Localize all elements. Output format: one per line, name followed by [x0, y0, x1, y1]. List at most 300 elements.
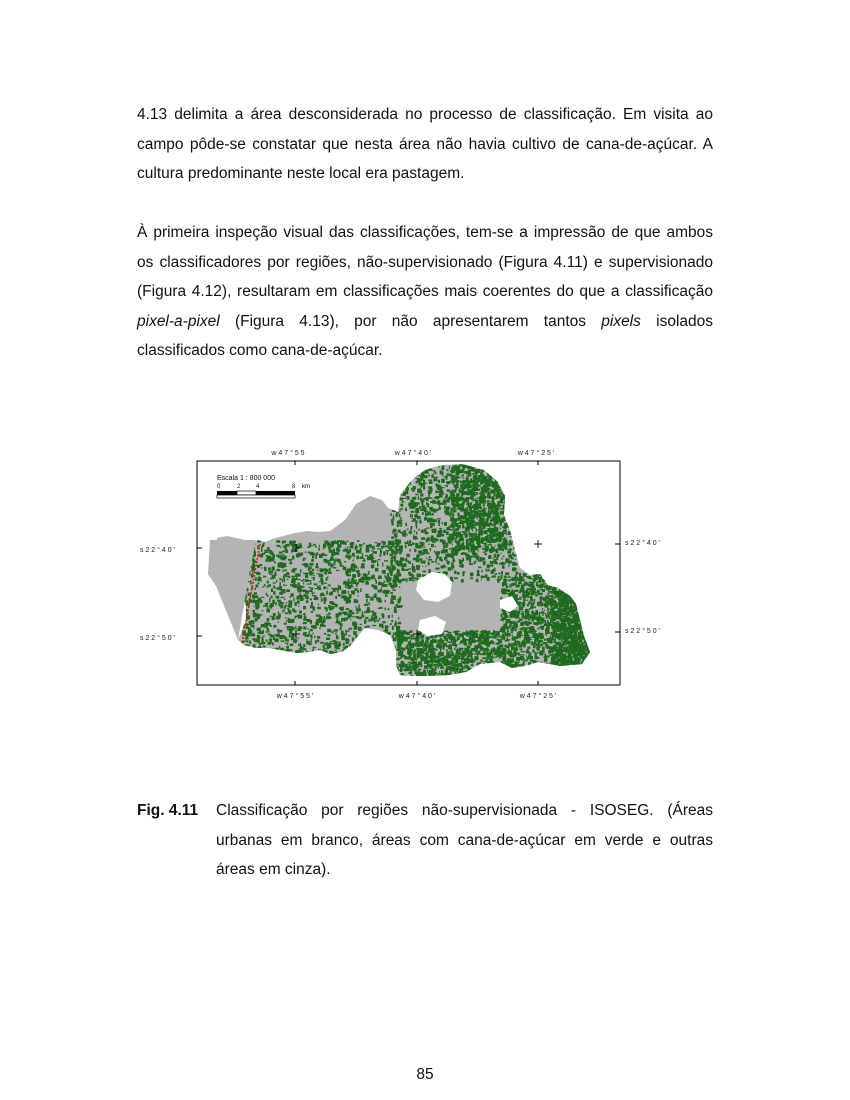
sugarcane-patch — [559, 633, 562, 636]
sugarcane-patch — [274, 574, 277, 576]
sugarcane-patch — [327, 634, 330, 636]
sugarcane-patch — [425, 533, 428, 534]
sugarcane-patch — [410, 531, 411, 535]
sugarcane-patch — [529, 608, 530, 610]
sugarcane-patch — [272, 616, 275, 620]
sugarcane-patch — [479, 493, 482, 494]
sugarcane-patch — [398, 617, 399, 620]
sugarcane-patch — [482, 548, 485, 550]
sugarcane-patch — [363, 543, 365, 545]
sugarcane-patch — [542, 612, 543, 616]
sugarcane-patch — [487, 534, 488, 537]
sugarcane-patch — [534, 612, 538, 615]
sugarcane-patch — [522, 627, 526, 628]
sugarcane-patch — [364, 611, 368, 613]
sugarcane-patch — [492, 496, 494, 498]
sugarcane-patch — [385, 575, 386, 578]
sugarcane-patch — [526, 641, 530, 643]
sugarcane-patch — [410, 514, 411, 516]
sugarcane-patch — [431, 544, 434, 547]
sugarcane-patch — [462, 477, 465, 478]
sugarcane-patch — [307, 619, 311, 622]
sugarcane-patch — [323, 559, 327, 562]
sugarcane-patch — [349, 594, 352, 598]
sugarcane-patch — [498, 533, 502, 534]
sugarcane-patch — [553, 600, 556, 601]
sugarcane-patch — [310, 582, 311, 585]
sugarcane-patch — [469, 563, 473, 565]
sugarcane-patch — [377, 543, 380, 546]
sugarcane-patch — [508, 644, 512, 646]
sugarcane-patch — [467, 502, 470, 505]
sugarcane-patch — [485, 543, 487, 547]
sugarcane-patch — [512, 637, 515, 639]
sugarcane-patch — [263, 635, 265, 636]
sugarcane-patch — [407, 568, 411, 569]
sugarcane-patch — [519, 619, 520, 622]
sugarcane-patch — [437, 518, 441, 519]
sugarcane-patch — [526, 576, 529, 578]
sugarcane-patch — [538, 575, 539, 578]
sugarcane-patch — [457, 466, 459, 469]
sugarcane-patch — [487, 497, 488, 498]
sugarcane-patch — [395, 550, 396, 554]
sugarcane-patch — [525, 582, 527, 584]
sugarcane-patch — [525, 609, 529, 613]
sugarcane-patch — [289, 634, 291, 637]
sugarcane-patch — [539, 602, 543, 604]
sugarcane-patch — [325, 617, 326, 619]
sugarcane-patch — [255, 588, 257, 590]
sugarcane-patch — [376, 580, 378, 584]
sugarcane-patch — [396, 512, 399, 514]
sugarcane-patch — [253, 598, 255, 600]
sugarcane-patch — [487, 569, 489, 572]
sugarcane-patch — [419, 554, 420, 556]
sugarcane-patch — [539, 651, 543, 654]
sugarcane-patch — [329, 559, 332, 561]
sugarcane-patch — [490, 503, 492, 506]
sugarcane-patch — [397, 623, 401, 624]
sugarcane-patch — [297, 579, 300, 580]
sugarcane-patch — [542, 589, 545, 592]
sugarcane-patch — [271, 571, 273, 574]
sugarcane-patch — [544, 639, 547, 641]
sugarcane-patch — [450, 476, 453, 477]
sugarcane-patch — [267, 618, 270, 622]
sugarcane-patch — [321, 598, 323, 602]
sugarcane-patch — [488, 508, 489, 511]
sugarcane-patch — [391, 519, 394, 522]
sugarcane-patch — [585, 653, 588, 655]
sugarcane-patch — [356, 583, 357, 587]
sugarcane-patch — [431, 519, 434, 522]
sugarcane-patch — [548, 596, 551, 597]
sugarcane-patch — [366, 581, 369, 584]
sugarcane-patch — [495, 573, 497, 575]
sugarcane-patch — [291, 584, 294, 587]
sugarcane-patch — [252, 639, 256, 640]
sugarcane-patch — [526, 627, 528, 629]
sugarcane-patch — [454, 510, 456, 512]
sugarcane-patch — [506, 619, 509, 623]
sugarcane-patch — [276, 540, 280, 543]
sugarcane-patch — [452, 538, 456, 539]
sugarcane-patch — [459, 517, 462, 521]
sugarcane-patch — [545, 657, 546, 661]
sugarcane-patch — [468, 543, 470, 546]
sugarcane-patch — [419, 506, 421, 508]
sugarcane-patch — [385, 625, 389, 628]
sugarcane-patch — [477, 571, 480, 572]
sugarcane-patch — [428, 559, 432, 561]
sugarcane-patch — [310, 620, 312, 624]
sugarcane-patch — [540, 644, 542, 647]
sugarcane-patch — [446, 531, 449, 535]
sugarcane-patch — [454, 577, 458, 579]
sugarcane-patch — [420, 480, 422, 482]
sugarcane-patch — [428, 562, 430, 566]
sugarcane-patch — [268, 567, 271, 570]
sugarcane-patch — [483, 561, 486, 564]
sugarcane-patch — [527, 589, 531, 590]
sugarcane-patch — [480, 557, 482, 560]
sugarcane-patch — [396, 513, 398, 517]
sugarcane-patch — [391, 601, 392, 602]
sugarcane-patch — [368, 571, 370, 575]
sugarcane-patch — [361, 581, 364, 582]
sugarcane-patch — [306, 600, 309, 603]
sugarcane-patch — [503, 548, 504, 551]
sugarcane-patch — [483, 522, 484, 524]
sugarcane-patch — [372, 575, 375, 578]
sugarcane-patch — [440, 560, 444, 561]
sugarcane-patch — [411, 544, 413, 545]
sugarcane-patch — [265, 631, 269, 632]
sugarcane-patch — [461, 475, 462, 477]
sugarcane-patch — [308, 634, 310, 637]
sugarcane-patch — [467, 482, 469, 486]
sugarcane-patch — [503, 521, 504, 524]
sugarcane-patch — [305, 552, 307, 553]
sugarcane-patch — [446, 527, 450, 530]
sugarcane-patch — [389, 617, 390, 618]
sugarcane-patch — [489, 558, 492, 559]
sugarcane-patch — [371, 565, 374, 569]
sugarcane-patch — [535, 656, 538, 660]
sugarcane-patch — [295, 584, 296, 586]
sugarcane-patch — [503, 590, 507, 593]
sugarcane-patch — [311, 602, 313, 605]
sugarcane-patch — [345, 630, 347, 632]
sugarcane-patch — [440, 534, 444, 537]
sugarcane-patch — [470, 478, 472, 480]
sugarcane-patch — [507, 630, 509, 633]
sugarcane-patch — [298, 644, 299, 646]
sugarcane-patch — [537, 657, 539, 659]
sugarcane-patch — [445, 512, 447, 514]
sugarcane-patch — [437, 534, 441, 537]
sugarcane-patch — [500, 575, 502, 579]
sugarcane-patch — [313, 544, 316, 546]
sugarcane-patch — [417, 516, 418, 520]
sugarcane-patch — [452, 547, 454, 550]
sugarcane-patch — [447, 473, 450, 476]
sugarcane-patch — [577, 624, 581, 628]
sugarcane-patch — [539, 616, 541, 620]
sugarcane-patch — [328, 562, 331, 565]
sugarcane-patch — [303, 619, 306, 621]
sugarcane-patch — [371, 550, 374, 551]
sugarcane-patch — [260, 614, 263, 615]
sugarcane-patch — [448, 567, 451, 571]
sugarcane-patch — [522, 640, 524, 642]
sugarcane-patch — [458, 543, 461, 547]
sugarcane-patch — [441, 479, 445, 483]
sugarcane-patch — [551, 638, 552, 642]
sugarcane-patch — [338, 540, 340, 541]
sugarcane-patch — [428, 569, 431, 573]
sugarcane-patch — [519, 589, 523, 592]
sugarcane-patch — [257, 635, 260, 639]
sugarcane-patch — [386, 579, 389, 583]
sugarcane-patch — [258, 632, 260, 634]
sugarcane-patch — [319, 616, 322, 619]
sugarcane-patch — [318, 548, 320, 551]
sugarcane-patch — [492, 484, 496, 488]
sugarcane-patch — [379, 618, 380, 621]
sugarcane-patch — [480, 542, 483, 543]
sugarcane-patch — [324, 633, 326, 635]
sugarcane-patch — [530, 599, 531, 603]
sugarcane-patch — [390, 585, 392, 587]
sugarcane-patch — [283, 541, 286, 543]
sugarcane-patch — [341, 637, 345, 641]
sugarcane-patch — [409, 572, 411, 574]
sugarcane-patch — [320, 621, 322, 623]
sugarcane-patch — [570, 621, 573, 623]
sugarcane-patch — [282, 570, 283, 572]
sugarcane-patch — [373, 560, 377, 561]
sugarcane-patch — [346, 642, 349, 644]
sugarcane-patch — [505, 529, 506, 533]
sugarcane-patch — [332, 553, 335, 555]
sugarcane-patch — [376, 620, 377, 623]
sugarcane-patch — [261, 549, 263, 552]
sugarcane-patch — [476, 579, 479, 583]
paragraph-2-text-a: À primeira inspeção visual das classificações, tem-se a impressão de que ambos os classificadores por regiões, não-supervisionado (Figura 4.11) e supervisionado (Figura 4.12), resultaram em classificações mais coerentes do que a classificação — [137, 224, 713, 300]
sugarcane-patch — [446, 469, 448, 471]
sugarcane-patch — [316, 573, 319, 574]
sugarcane-patch — [303, 626, 306, 629]
sugarcane-patch — [547, 620, 549, 623]
sugarcane-patch — [476, 529, 477, 532]
sugarcane-patch — [353, 631, 357, 635]
sugarcane-patch — [451, 569, 452, 571]
sugarcane-patch — [289, 649, 292, 651]
sugarcane-patch — [379, 624, 383, 628]
sugarcane-patch — [318, 588, 322, 590]
sugarcane-patch — [423, 560, 425, 563]
sugarcane-patch — [575, 607, 576, 611]
sugarcane-patch — [308, 587, 310, 588]
sugarcane-patch — [393, 637, 397, 641]
sugarcane-patch — [276, 634, 278, 637]
sugarcane-patch — [460, 565, 464, 568]
sugarcane-patch — [451, 550, 455, 553]
sugarcane-patch — [354, 623, 356, 625]
sugarcane-patch — [504, 613, 507, 616]
sugarcane-patch — [322, 575, 324, 578]
sugarcane-patch — [303, 579, 305, 580]
right-coordinate-labels — [625, 539, 660, 635]
sugarcane-patch — [436, 555, 439, 559]
sugarcane-patch — [269, 625, 272, 627]
sugarcane-patch — [267, 607, 269, 609]
sugarcane-patch — [476, 538, 478, 540]
sugarcane-patch — [403, 498, 407, 499]
sugarcane-patch — [541, 626, 545, 630]
sugarcane-patch — [343, 647, 347, 649]
sugarcane-patch — [264, 567, 267, 571]
top-label-2: w 4 7 ° 4 0 ' — [394, 450, 432, 457]
sugarcane-patch — [501, 553, 502, 554]
sugarcane-patch — [547, 593, 548, 596]
sugarcane-patch — [478, 545, 481, 548]
sugarcane-patch — [451, 510, 452, 514]
sugarcane-patch — [328, 572, 332, 574]
sugarcane-patch — [313, 577, 315, 581]
sugarcane-patch — [568, 641, 570, 642]
sugarcane-patch — [356, 556, 359, 560]
sugarcane-patch — [563, 616, 565, 619]
sugarcane-patch — [490, 510, 493, 511]
sugarcane-patch — [555, 606, 558, 609]
sugarcane-patch — [405, 523, 407, 526]
sugarcane-patch — [416, 532, 418, 535]
sugarcane-patch — [254, 606, 255, 607]
sugarcane-patch — [486, 508, 487, 510]
sugarcane-patch — [291, 581, 294, 584]
sugarcane-patch — [359, 544, 363, 547]
sugarcane-patch — [564, 624, 567, 626]
sugarcane-patch — [574, 647, 577, 649]
sugarcane-patch — [312, 553, 316, 555]
sugarcane-patch — [572, 620, 574, 622]
sugarcane-patch — [552, 622, 556, 624]
sugarcane-patch — [490, 520, 494, 521]
sugarcane-patch — [361, 615, 364, 618]
sugarcane-patch — [492, 539, 495, 542]
sugarcane-patch — [332, 559, 334, 561]
classification-map-figure — [120, 440, 690, 710]
sugarcane-patch — [333, 567, 337, 569]
sugarcane-patch — [337, 591, 338, 593]
sugarcane-patch — [251, 633, 255, 636]
sugarcane-patch — [453, 519, 456, 521]
sugarcane-patch — [502, 564, 504, 565]
sugarcane-patch — [512, 589, 514, 592]
sugarcane-patch — [436, 501, 438, 502]
sugarcane-patch — [498, 544, 501, 547]
sugarcane-patch — [426, 528, 429, 529]
sugarcane-patch — [288, 610, 291, 613]
sugarcane-patch — [371, 618, 373, 621]
sugarcane-patch — [412, 563, 414, 567]
sugarcane-patch — [371, 584, 374, 587]
sugarcane-patch — [468, 512, 472, 514]
sugarcane-patch — [447, 561, 450, 565]
sugarcane-patch — [434, 551, 435, 553]
sugarcane-patch — [525, 600, 529, 601]
sugarcane-patch — [432, 500, 436, 504]
sugarcane-patch — [551, 595, 554, 599]
sugarcane-patch — [340, 624, 342, 626]
sugarcane-patch — [459, 522, 462, 524]
sugarcane-patch — [301, 580, 304, 582]
sugarcane-patch — [360, 557, 364, 560]
sugarcane-patch — [566, 647, 569, 651]
sugarcane-patch — [506, 533, 507, 534]
sugarcane-patch — [471, 520, 475, 521]
sugarcane-patch — [287, 608, 289, 610]
sugarcane-patch — [384, 560, 388, 562]
sugarcane-patch — [560, 655, 562, 657]
sugarcane-patch — [550, 636, 551, 639]
sugarcane-patch — [484, 494, 485, 496]
sugarcane-patch — [495, 508, 498, 509]
sugarcane-patch — [406, 554, 410, 557]
sugarcane-patch — [488, 492, 491, 496]
sugarcane-patch — [287, 642, 289, 645]
sugarcane-patch — [519, 655, 522, 656]
sugarcane-patch — [531, 603, 533, 604]
sugarcane-patch — [375, 588, 376, 590]
sugarcane-patch — [539, 596, 542, 599]
sugarcane-patch — [538, 593, 540, 595]
sugarcane-patch — [495, 489, 499, 493]
sugarcane-patch — [298, 606, 299, 607]
sugarcane-patch — [472, 511, 475, 512]
sugarcane-patch — [525, 590, 528, 592]
sugarcane-patch — [544, 610, 545, 612]
sugarcane-patch — [361, 563, 364, 567]
sugarcane-patch — [499, 540, 501, 543]
sugarcane-patch — [273, 591, 275, 595]
sugarcane-patch — [319, 545, 320, 548]
sugarcane-patch — [246, 636, 248, 639]
sugarcane-patch — [519, 603, 521, 607]
sugarcane-patch — [537, 590, 540, 592]
sugarcane-patch — [464, 532, 467, 534]
sugarcane-patch — [486, 569, 487, 572]
sugarcane-patch — [392, 614, 393, 617]
sugarcane-patch — [516, 657, 518, 661]
sugarcane-patch — [406, 507, 407, 511]
sugarcane-patch — [273, 613, 276, 616]
sugarcane-patch — [327, 588, 328, 589]
sugarcane-patch — [519, 573, 521, 577]
sugarcane-patch — [527, 596, 530, 598]
sugarcane-patch — [372, 625, 376, 626]
sugarcane-patch — [449, 513, 451, 516]
sugarcane-patch — [305, 648, 306, 651]
sugarcane-patch — [270, 640, 272, 644]
sugarcane-patch — [374, 616, 377, 619]
sugarcane-patch — [552, 636, 553, 638]
sugarcane-patch — [441, 466, 444, 470]
sugarcane-patch — [524, 637, 526, 639]
